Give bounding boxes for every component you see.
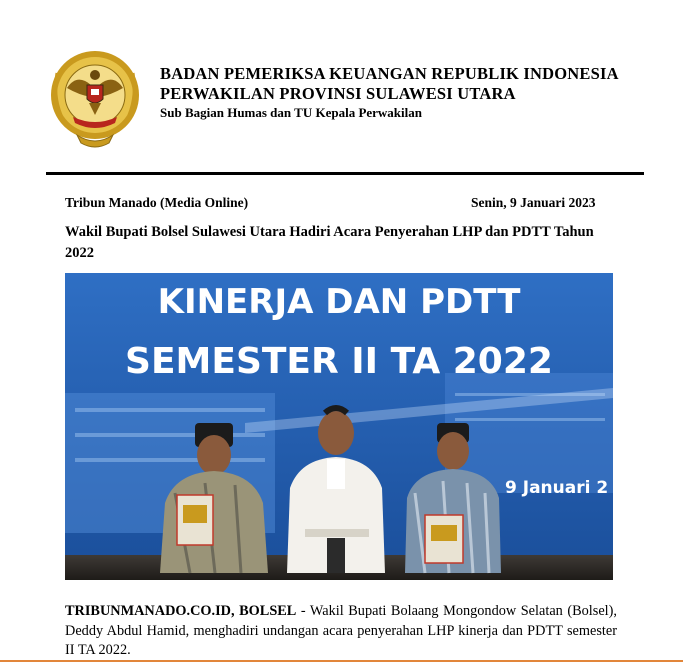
institution-name: BADAN PEMERIKSA KEUANGAN REPUBLIK INDONESIA <box>160 64 619 83</box>
letterhead <box>160 64 619 122</box>
media-source: Tribun Manado (Media Online) <box>65 195 249 210</box>
header-divider <box>46 172 644 175</box>
footer-divider <box>0 660 683 662</box>
article-lead-paragraph <box>65 602 617 661</box>
office-name: PERWAKILAN PROVINSI SULAWESI UTARA <box>160 84 516 103</box>
bpk-garuda-emblem-icon <box>47 43 143 153</box>
banner-line-1: KINERJA DAN PDTT <box>157 282 521 322</box>
article-date: Senin, 9 Januari 2023 <box>471 195 596 210</box>
subdivision-name: Sub Bagian Humas dan TU Kepala Perwakilan <box>160 105 422 120</box>
article-headline: Wakil Bupati Bolsel Sulawesi Utara Hadiri Acara Penyerahan LHP dan PDTT Tahun 2022 <box>65 224 594 261</box>
article-photo <box>65 273 613 580</box>
lead-text: - Wakil Bupati Bolaang Mongondow Selatan (Bolsel), Deddy Abdul Hamid, menghadiri undangan acara penyerahan LHP kinerja dan PDTT semester II TA 2022. <box>65 603 617 658</box>
banner-date: 9 Januari 2 <box>505 478 609 498</box>
banner-line-2: SEMESTER II TA 2022 <box>125 341 553 382</box>
dateline: TRIBUNMANADO.CO.ID, BOLSEL <box>65 603 297 619</box>
